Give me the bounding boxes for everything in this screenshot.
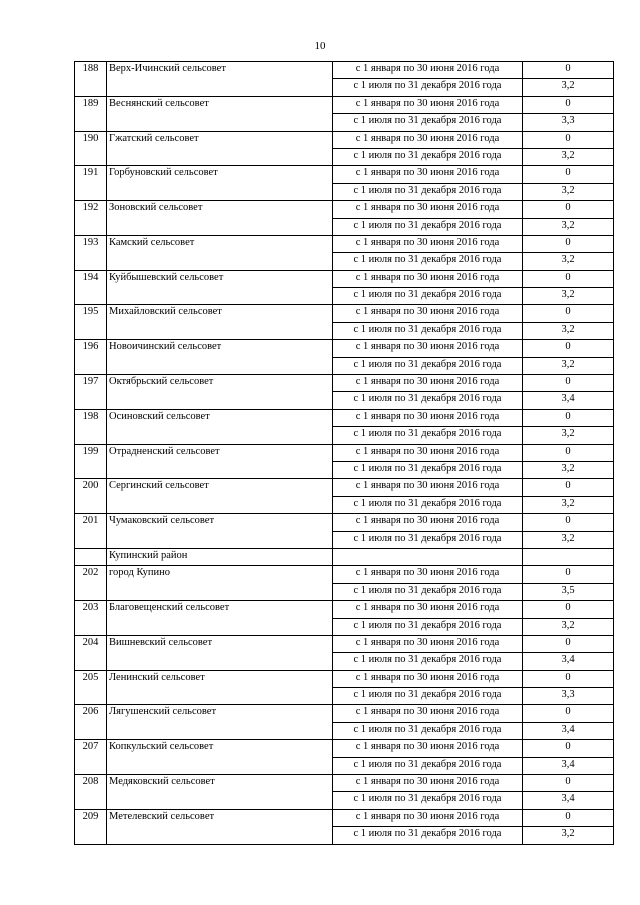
value-cell: 3,4 xyxy=(523,392,614,409)
value-cell: 3,3 xyxy=(523,114,614,131)
value-cell: 3,2 xyxy=(523,461,614,478)
table-row xyxy=(75,131,614,148)
period-cell: с 1 июля по 31 декабря 2016 года xyxy=(333,722,523,739)
row-number: 198 xyxy=(75,409,107,444)
table-row xyxy=(75,166,614,183)
table-row xyxy=(75,705,614,722)
period-cell: с 1 июля по 31 декабря 2016 года xyxy=(333,757,523,774)
period-cell: с 1 июля по 31 декабря 2016 года xyxy=(333,183,523,200)
period-cell: с 1 января по 30 июня 2016 года xyxy=(333,201,523,218)
row-number: 191 xyxy=(75,166,107,201)
municipality-name: Медяковский сельсовет xyxy=(107,775,333,810)
value-cell: 3,2 xyxy=(523,79,614,96)
value-cell: 0 xyxy=(523,775,614,792)
period-cell: с 1 июля по 31 декабря 2016 года xyxy=(333,496,523,513)
period-cell: с 1 января по 30 июня 2016 года xyxy=(333,96,523,113)
district-heading: Купинский район xyxy=(107,548,333,565)
period-cell: с 1 января по 30 июня 2016 года xyxy=(333,166,523,183)
period-cell: с 1 января по 30 июня 2016 года xyxy=(333,305,523,322)
period-cell: с 1 января по 30 июня 2016 года xyxy=(333,62,523,79)
table-row xyxy=(75,775,614,792)
municipality-name: Отрадненский сельсовет xyxy=(107,444,333,479)
value-cell: 3,2 xyxy=(523,148,614,165)
row-number: 194 xyxy=(75,270,107,305)
period-cell: с 1 июля по 31 декабря 2016 года xyxy=(333,827,523,844)
period-cell: с 1 января по 30 июня 2016 года xyxy=(333,566,523,583)
period-cell: с 1 января по 30 июня 2016 года xyxy=(333,670,523,687)
table-row xyxy=(75,444,614,461)
municipality-name: Камский сельсовет xyxy=(107,235,333,270)
period-cell: с 1 июля по 31 декабря 2016 года xyxy=(333,253,523,270)
period-cell: с 1 января по 30 июня 2016 года xyxy=(333,775,523,792)
table-row xyxy=(75,340,614,357)
row-number: 200 xyxy=(75,479,107,514)
value-cell: 3,2 xyxy=(523,496,614,513)
period-cell: с 1 января по 30 июня 2016 года xyxy=(333,809,523,826)
tariff-table xyxy=(74,61,614,845)
period-cell: с 1 января по 30 июня 2016 года xyxy=(333,601,523,618)
value-cell: 3,5 xyxy=(523,583,614,600)
table-row xyxy=(75,635,614,652)
value-cell: 3,4 xyxy=(523,653,614,670)
table-row xyxy=(75,740,614,757)
value-cell: 0 xyxy=(523,96,614,113)
municipality-name: Зоновский сельсовет xyxy=(107,201,333,236)
period-cell: с 1 июля по 31 декабря 2016 года xyxy=(333,148,523,165)
table-row xyxy=(75,62,614,79)
municipality-name: Октябрьский сельсовет xyxy=(107,375,333,410)
table-row xyxy=(75,409,614,426)
table-row xyxy=(75,270,614,287)
table-row xyxy=(75,305,614,322)
row-number: 203 xyxy=(75,601,107,636)
row-number: 199 xyxy=(75,444,107,479)
value-cell: 3,4 xyxy=(523,722,614,739)
value-cell: 0 xyxy=(523,235,614,252)
tariff-table-body xyxy=(75,62,614,845)
value-cell: 3,2 xyxy=(523,427,614,444)
period-cell xyxy=(333,548,523,565)
value-cell: 3,2 xyxy=(523,253,614,270)
row-number: 192 xyxy=(75,201,107,236)
value-cell: 0 xyxy=(523,166,614,183)
district-heading-row xyxy=(75,548,614,565)
period-cell: с 1 июля по 31 декабря 2016 года xyxy=(333,218,523,235)
period-cell: с 1 января по 30 июня 2016 года xyxy=(333,740,523,757)
value-cell: 0 xyxy=(523,670,614,687)
municipality-name: Горбуновский сельсовет xyxy=(107,166,333,201)
value-cell: 3,2 xyxy=(523,218,614,235)
municipality-name: Лягушенский сельсовет xyxy=(107,705,333,740)
period-cell: с 1 июля по 31 декабря 2016 года xyxy=(333,288,523,305)
value-cell: 3,2 xyxy=(523,827,614,844)
row-number: 197 xyxy=(75,375,107,410)
municipality-name: Чумаковский сельсовет xyxy=(107,514,333,549)
value-cell: 3,2 xyxy=(523,531,614,548)
row-number: 204 xyxy=(75,635,107,670)
value-cell: 0 xyxy=(523,635,614,652)
period-cell: с 1 июля по 31 декабря 2016 года xyxy=(333,583,523,600)
table-row xyxy=(75,809,614,826)
value-cell: 3,3 xyxy=(523,688,614,705)
row-number: 193 xyxy=(75,235,107,270)
table-row xyxy=(75,235,614,252)
municipality-name: Копкульский сельсовет xyxy=(107,740,333,775)
municipality-name: Благовещенский сельсовет xyxy=(107,601,333,636)
value-cell: 0 xyxy=(523,566,614,583)
value-cell: 0 xyxy=(523,409,614,426)
row-number: 206 xyxy=(75,705,107,740)
period-cell: с 1 января по 30 июня 2016 года xyxy=(333,131,523,148)
table-row xyxy=(75,670,614,687)
municipality-name: Веснянский сельсовет xyxy=(107,96,333,131)
period-cell: с 1 июля по 31 декабря 2016 года xyxy=(333,357,523,374)
period-cell: с 1 июля по 31 декабря 2016 года xyxy=(333,427,523,444)
municipality-name: Метелевский сельсовет xyxy=(107,809,333,844)
value-cell: 0 xyxy=(523,809,614,826)
value-cell: 0 xyxy=(523,514,614,531)
period-cell: с 1 января по 30 июня 2016 года xyxy=(333,514,523,531)
row-number: 208 xyxy=(75,775,107,810)
row-number: 207 xyxy=(75,740,107,775)
value-cell: 3,2 xyxy=(523,322,614,339)
period-cell: с 1 января по 30 июня 2016 года xyxy=(333,340,523,357)
row-number: 202 xyxy=(75,566,107,601)
period-cell: с 1 января по 30 июня 2016 года xyxy=(333,235,523,252)
value-cell: 3,2 xyxy=(523,288,614,305)
table-row xyxy=(75,375,614,392)
row-number: 209 xyxy=(75,809,107,844)
period-cell: с 1 января по 30 июня 2016 года xyxy=(333,270,523,287)
row-number: 188 xyxy=(75,62,107,97)
value-cell: 0 xyxy=(523,270,614,287)
period-cell: с 1 июля по 31 декабря 2016 года xyxy=(333,392,523,409)
period-cell: с 1 января по 30 июня 2016 года xyxy=(333,635,523,652)
value-cell: 0 xyxy=(523,444,614,461)
period-cell: с 1 июля по 31 декабря 2016 года xyxy=(333,618,523,635)
municipality-name: Новоичинский сельсовет xyxy=(107,340,333,375)
table-row xyxy=(75,601,614,618)
period-cell: с 1 января по 30 июня 2016 года xyxy=(333,409,523,426)
page-number: 10 xyxy=(314,40,326,52)
table-row xyxy=(75,514,614,531)
period-cell: с 1 июля по 31 декабря 2016 года xyxy=(333,688,523,705)
municipality-name: Гжатский сельсовет xyxy=(107,131,333,166)
municipality-name: Осиновский сельсовет xyxy=(107,409,333,444)
municipality-name: Куйбышевский сельсовет xyxy=(107,270,333,305)
municipality-name: Михайловский сельсовет xyxy=(107,305,333,340)
value-cell: 3,2 xyxy=(523,618,614,635)
value-cell: 0 xyxy=(523,479,614,496)
value-cell: 3,2 xyxy=(523,183,614,200)
period-cell: с 1 июля по 31 декабря 2016 года xyxy=(333,792,523,809)
row-number: 196 xyxy=(75,340,107,375)
row-number: 205 xyxy=(75,670,107,705)
period-cell: с 1 июля по 31 декабря 2016 года xyxy=(333,653,523,670)
municipality-name: Вишневский сельсовет xyxy=(107,635,333,670)
table-row xyxy=(75,201,614,218)
municipality-name: город Купино xyxy=(107,566,333,601)
value-cell: 0 xyxy=(523,601,614,618)
row-number: 195 xyxy=(75,305,107,340)
value-cell: 0 xyxy=(523,340,614,357)
period-cell: с 1 июля по 31 декабря 2016 года xyxy=(333,79,523,96)
period-cell: с 1 июля по 31 декабря 2016 года xyxy=(333,531,523,548)
municipality-name: Ленинский сельсовет xyxy=(107,670,333,705)
value-cell: 0 xyxy=(523,705,614,722)
value-cell xyxy=(523,548,614,565)
period-cell: с 1 января по 30 июня 2016 года xyxy=(333,375,523,392)
period-cell: с 1 июля по 31 декабря 2016 года xyxy=(333,461,523,478)
period-cell: с 1 июля по 31 декабря 2016 года xyxy=(333,322,523,339)
value-cell: 0 xyxy=(523,62,614,79)
table-row xyxy=(75,479,614,496)
table-row xyxy=(75,566,614,583)
value-cell: 0 xyxy=(523,201,614,218)
value-cell: 0 xyxy=(523,375,614,392)
value-cell: 3,2 xyxy=(523,357,614,374)
row-number-cell xyxy=(75,548,107,565)
period-cell: с 1 января по 30 июня 2016 года xyxy=(333,479,523,496)
municipality-name: Верх-Ичинский сельсовет xyxy=(107,62,333,97)
row-number: 201 xyxy=(75,514,107,549)
value-cell: 0 xyxy=(523,131,614,148)
row-number: 189 xyxy=(75,96,107,131)
value-cell: 3,4 xyxy=(523,792,614,809)
value-cell: 3,4 xyxy=(523,757,614,774)
period-cell: с 1 июля по 31 декабря 2016 года xyxy=(333,114,523,131)
table-row xyxy=(75,96,614,113)
municipality-name: Сергинский сельсовет xyxy=(107,479,333,514)
period-cell: с 1 января по 30 июня 2016 года xyxy=(333,705,523,722)
value-cell: 0 xyxy=(523,305,614,322)
period-cell: с 1 января по 30 июня 2016 года xyxy=(333,444,523,461)
value-cell: 0 xyxy=(523,740,614,757)
row-number: 190 xyxy=(75,131,107,166)
